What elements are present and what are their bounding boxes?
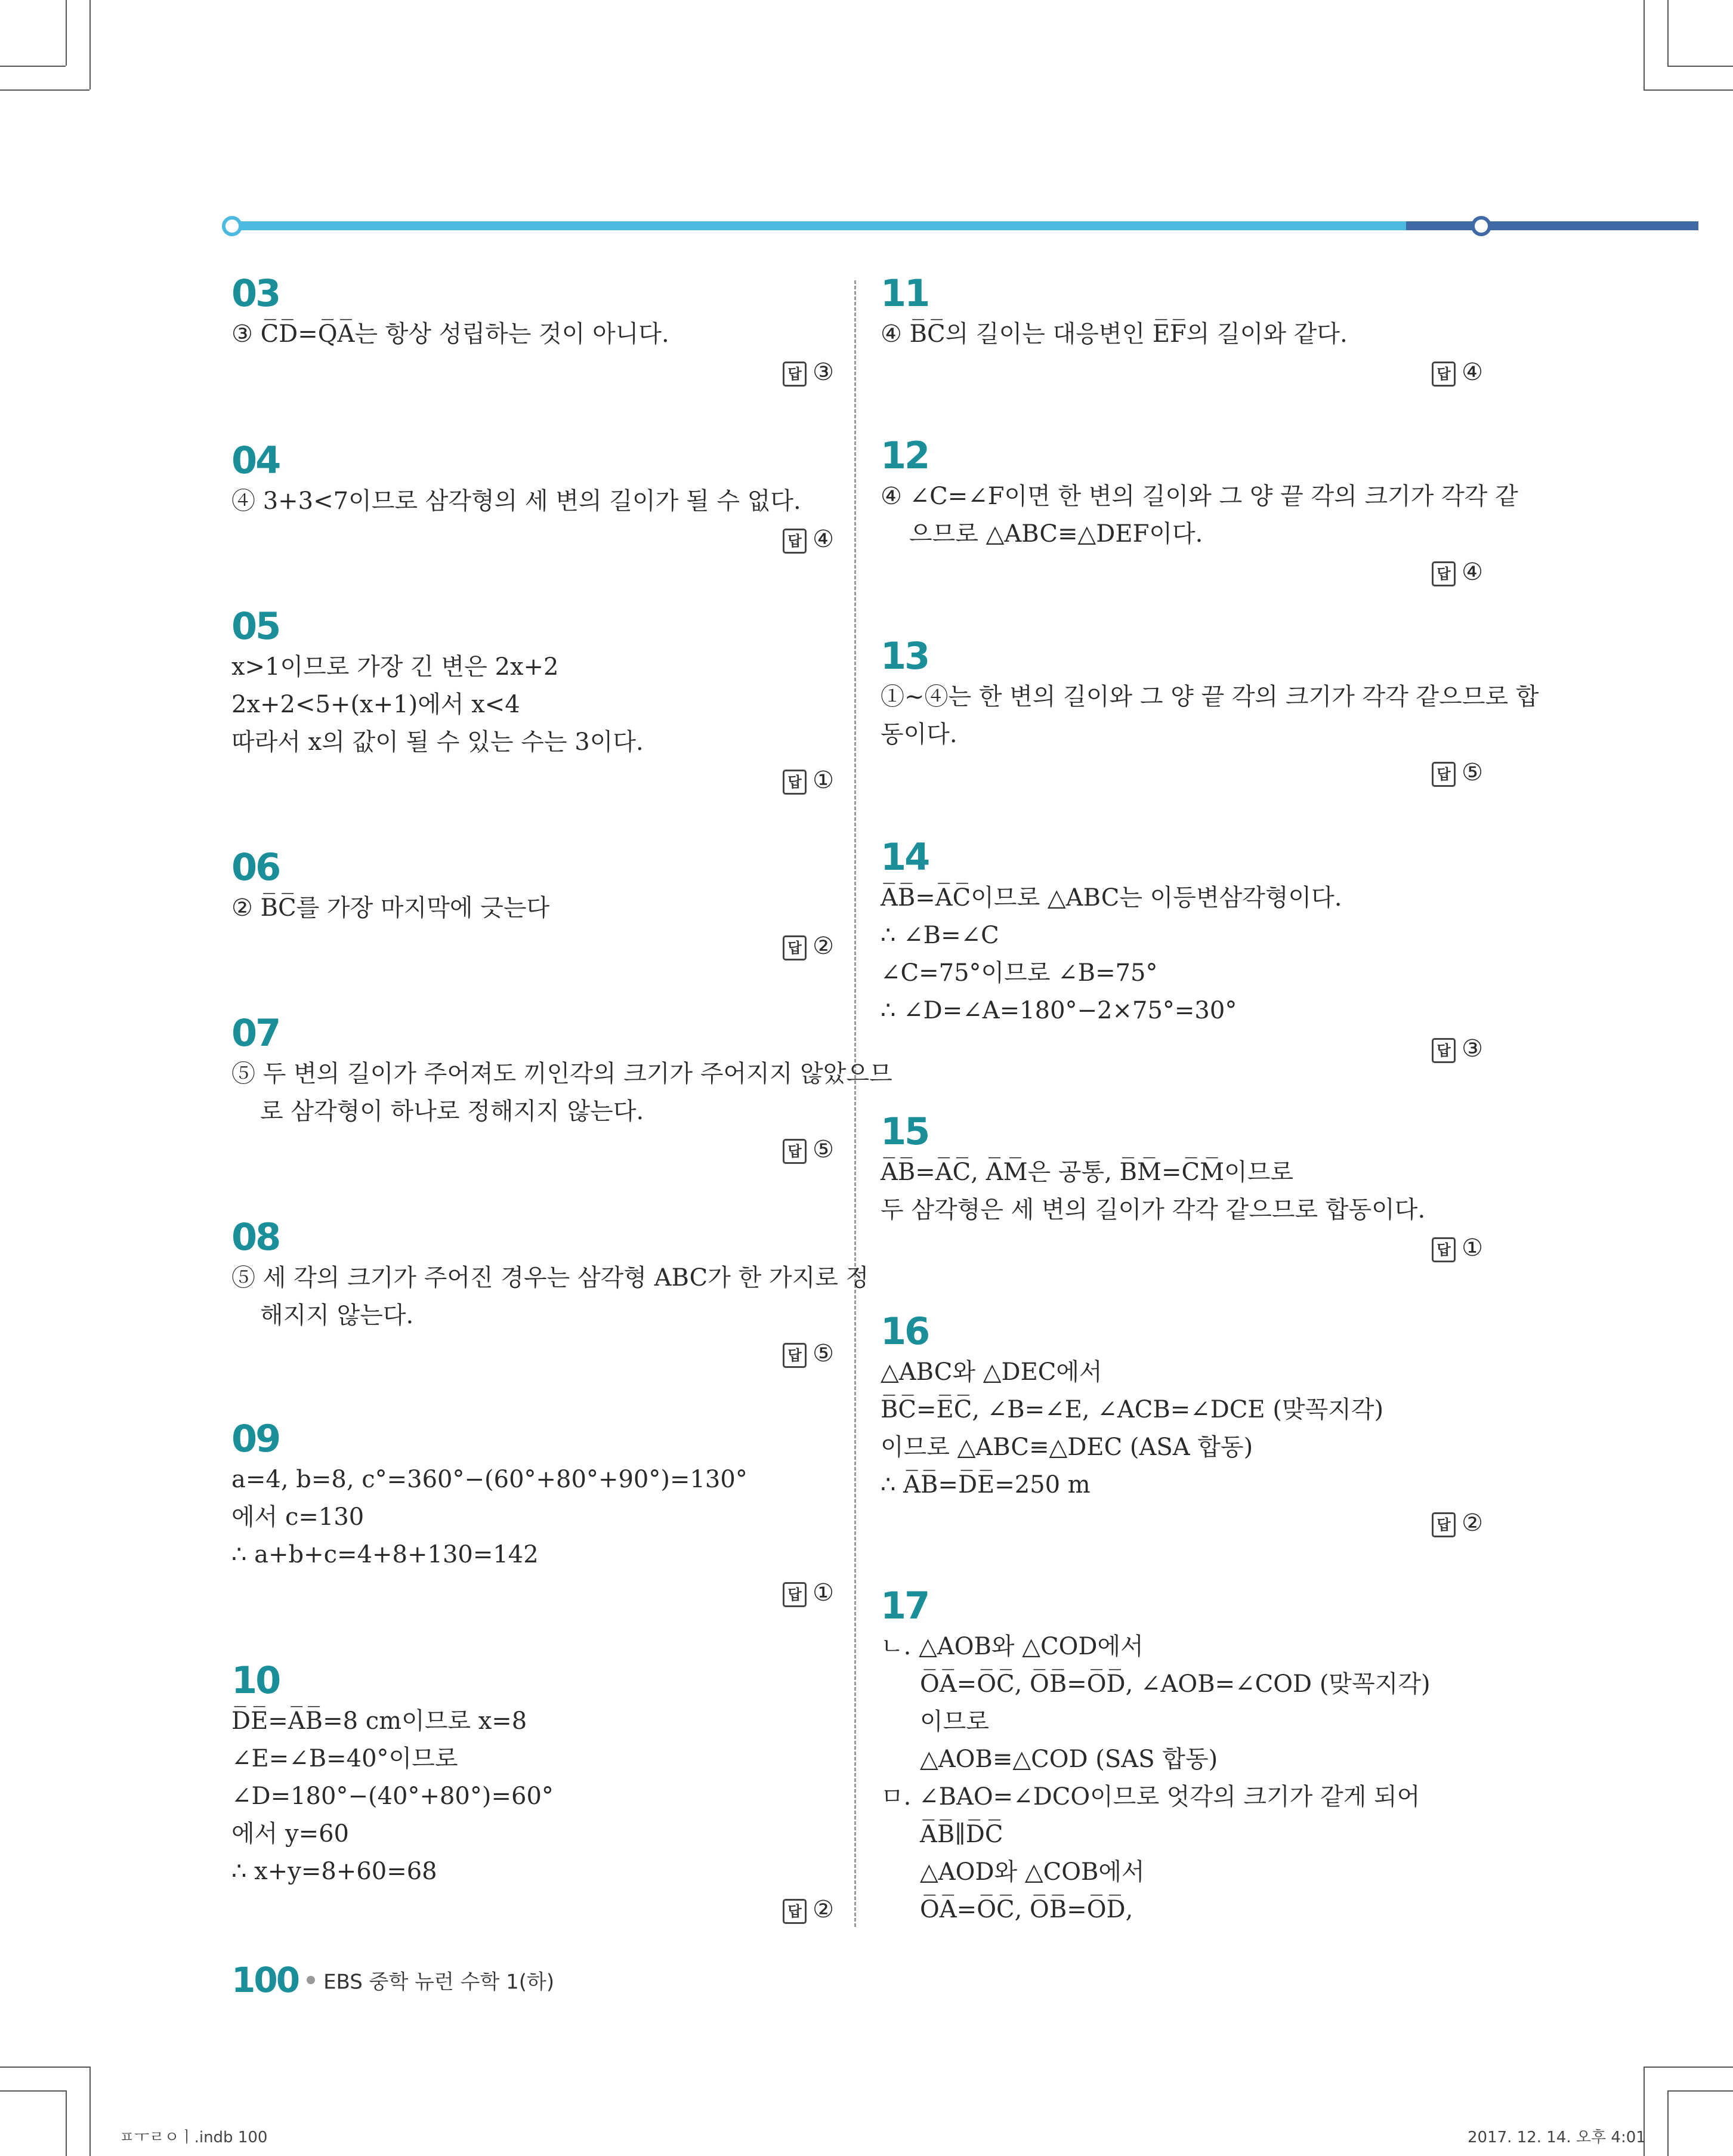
problem-17	[881, 1584, 1483, 1929]
header-bar	[222, 216, 1490, 234]
crop-mark	[1667, 2090, 1669, 2156]
solution-line: 에서 c=130	[231, 1503, 364, 1531]
solution-line: ∴ ∠D=∠A=180°−2×75°=30°	[881, 997, 1237, 1024]
problem-number: 07	[231, 1011, 280, 1055]
solution-line: 해지지 않는다.	[260, 1302, 414, 1329]
problem-14	[881, 835, 1483, 1065]
solution-line: ∴ x+y=8+60=68	[231, 1858, 437, 1885]
problem-09	[231, 1417, 834, 1610]
answer	[881, 356, 1483, 389]
page-footer	[231, 1960, 554, 2001]
solution-line: ㄴ. △AOB와 △COD에서	[881, 1633, 1144, 1660]
header-bar-right-dot	[1471, 216, 1491, 236]
answer-mark: 답	[1432, 1038, 1456, 1063]
problem-number: 05	[231, 604, 280, 648]
answer	[881, 1506, 1483, 1540]
answer	[231, 1337, 834, 1370]
answer-mark: 답	[783, 1139, 807, 1164]
solution-line: 이므로	[920, 1708, 989, 1735]
problem-number: 11	[881, 271, 929, 315]
crop-mark	[1667, 66, 1733, 67]
crop-mark	[89, 0, 91, 89]
solution-line: ∠D=180°−(40°+80°)=60°	[231, 1783, 554, 1810]
answer-mark: 답	[783, 362, 807, 387]
solution-line: O̅A̅=O̅C̅, O̅B̅=O̅D̅,	[920, 1896, 1133, 1923]
solution-line: 이므로 △ABC≡△DEC (ASA 합동)	[881, 1434, 1253, 1461]
crop-mark	[0, 66, 66, 67]
problem-number: 12	[881, 434, 929, 477]
problem-15	[881, 1110, 1483, 1265]
answer	[881, 1032, 1483, 1065]
solution-line: B̅C̅=E̅C̅, ∠B=∠E, ∠ACB=∠DCE (맞꼭지각)	[881, 1396, 1384, 1423]
problem-06	[231, 845, 834, 963]
problem-number: 08	[231, 1215, 280, 1259]
answer	[231, 764, 834, 797]
answer-mark: 답	[783, 1899, 807, 1924]
solution-line: △AOB≡△COD (SAS 합동)	[920, 1746, 1218, 1773]
solution-line: ④ ∠C=∠F이면 한 변의 길이와 그 양 끝 각의 크기가 각각 같	[881, 483, 1518, 510]
solution-line: ④ B̅C̅의 길이는 대응변인 E̅F̅의 길이와 같다.	[881, 320, 1348, 348]
problem-number: 15	[881, 1110, 929, 1153]
solution-line: D̅E̅=A̅B̅=8 cm이므로 x=8	[231, 1707, 527, 1735]
answer-mark: 답	[1432, 1512, 1456, 1537]
answer	[231, 356, 834, 389]
header-bar-left-dot	[222, 216, 242, 236]
problem-16	[881, 1309, 1483, 1540]
solution-line: ∴ a+b+c=4+8+130=142	[231, 1541, 539, 1568]
header-bar-dark	[1406, 221, 1698, 230]
solution-line: A̅B̅=A̅C̅이므로 △ABC는 이등변삼각형이다.	[881, 884, 1342, 912]
solution-line: 두 삼각형은 세 변의 길이가 각각 같으므로 합동이다.	[881, 1196, 1426, 1224]
answer	[231, 1576, 834, 1610]
solution-line: ⑤ 두 변의 길이가 주어져도 끼인각의 크기가 주어지지 않았으므	[231, 1060, 892, 1088]
problem-number: 17	[881, 1584, 929, 1627]
solution-line: x>1이므로 가장 긴 변은 2x+2	[231, 653, 559, 681]
page-number: 100	[231, 1960, 299, 2000]
answer-value: ⑤	[813, 1136, 834, 1163]
problem-08	[231, 1215, 869, 1370]
answer	[881, 555, 1483, 589]
answer-mark: 답	[1432, 1237, 1456, 1262]
crop-mark	[0, 2090, 66, 2092]
answer-value: ④	[1462, 558, 1483, 586]
answer-value: ②	[1462, 1509, 1483, 1537]
solution-line: ③ C̅D̅=Q̅A̅는 항상 성립하는 것이 아니다.	[231, 320, 669, 348]
problem-number: 04	[231, 438, 280, 482]
answer-value: ①	[813, 767, 834, 794]
problem-number: 13	[881, 634, 929, 678]
problem-number: 16	[881, 1309, 929, 1353]
answer-mark: 답	[1432, 561, 1456, 586]
solution-line: A̅B̅=A̅C̅, A̅M̅은 공통, B̅M̅=C̅M̅이므로	[881, 1159, 1293, 1186]
solution-line: △AOD와 △COB에서	[920, 1858, 1145, 1886]
answer-value: ③	[813, 359, 834, 386]
solution-line: ∠C=75°이므로 ∠B=75°	[881, 959, 1158, 987]
solution-line: ∴ A̅B̅=D̅E̅=250 m	[881, 1471, 1091, 1499]
slug-timestamp: 2017. 12. 14. 오후 4:01	[1468, 2129, 1646, 2146]
answer-value: ④	[1462, 359, 1483, 386]
crop-mark	[0, 2067, 89, 2068]
solution-line: a=4, b=8, c°=360°−(60°+80°+90°)=130°	[231, 1466, 747, 1493]
header-bar-light	[229, 221, 1409, 230]
answer-mark: 답	[783, 770, 807, 795]
solution-line: 2x+2<5+(x+1)에서 x<4	[231, 691, 520, 718]
problem-11	[881, 271, 1483, 389]
footer-dot	[307, 1976, 315, 1984]
answer-value: ⑤	[813, 1340, 834, 1367]
solution-line: △ABC와 △DEC에서	[881, 1358, 1102, 1386]
problem-05	[231, 604, 834, 797]
solution-line: 으므로 △ABC≡△DEF이다.	[909, 520, 1203, 548]
solution-line: O̅A̅=O̅C̅, O̅B̅=O̅D̅, ∠AOB=∠COD (맞꼭지각)	[920, 1670, 1431, 1698]
slug-file: ㅍㅜㄹㅇㅣ.indb 100	[119, 2129, 268, 2146]
problem-03	[231, 271, 834, 389]
crop-mark	[89, 2067, 91, 2156]
answer-mark: 답	[1432, 762, 1456, 787]
answer-value: ④	[813, 526, 834, 553]
book-title: EBS 중학 뉴런 수학 1(하)	[323, 1970, 555, 1994]
crop-mark	[66, 2090, 67, 2156]
crop-mark	[0, 89, 89, 91]
solution-line: ⑤ 세 각의 크기가 주어진 경우는 삼각형 ABC가 한 가지로 정	[231, 1264, 869, 1292]
answer	[881, 756, 1483, 789]
problem-10	[231, 1658, 834, 1926]
answer-mark: 답	[783, 935, 807, 960]
answer-mark: 답	[783, 1582, 807, 1607]
crop-mark	[1667, 2090, 1733, 2092]
answer-value: ①	[1462, 1234, 1483, 1262]
problem-13	[881, 634, 1539, 789]
problem-number: 14	[881, 835, 929, 879]
answer	[231, 1133, 834, 1166]
solution-line: 따라서 x의 값이 될 수 있는 수는 3이다.	[231, 728, 644, 756]
solution-line: ①~④는 한 변의 길이와 그 양 끝 각의 크기가 각각 같으므로 합	[881, 683, 1539, 711]
crop-mark	[66, 0, 67, 66]
answer	[231, 1893, 834, 1926]
problem-number: 09	[231, 1417, 280, 1460]
crop-mark	[1644, 89, 1733, 91]
answer-value: ①	[813, 1579, 834, 1607]
solution-line: 동이다.	[881, 721, 957, 748]
answer	[231, 523, 834, 556]
problem-12	[881, 434, 1518, 589]
solution-line: ∴ ∠B=∠C	[881, 922, 999, 949]
problem-number: 03	[231, 271, 280, 315]
solution-line: ④ 3+3<7이므로 삼각형의 세 변의 길이가 될 수 없다.	[231, 487, 801, 515]
problem-07	[231, 1011, 892, 1166]
crop-mark	[1644, 2067, 1733, 2068]
problem-04	[231, 438, 834, 556]
answer-mark: 답	[783, 529, 807, 554]
answer-value: ②	[813, 932, 834, 960]
problem-number: 10	[231, 1658, 280, 1702]
crop-mark	[1667, 0, 1669, 66]
answer	[881, 1231, 1483, 1265]
solution-line: ㅁ. ∠BAO=∠DCO이므로 엇각의 크기가 같게 되어	[881, 1783, 1420, 1811]
solution-line: 에서 y=60	[231, 1820, 350, 1848]
problem-number: 06	[231, 845, 280, 889]
answer-value: ②	[813, 1896, 834, 1923]
answer-value: ③	[1462, 1035, 1483, 1062]
solution-line: A̅B̅∥D̅C̅	[920, 1821, 1003, 1848]
answer-mark: 답	[1432, 362, 1456, 387]
solution-line: ② B̅C̅를 가장 마지막에 긋는다	[231, 894, 550, 922]
answer-mark: 답	[783, 1343, 807, 1368]
crop-mark	[1644, 0, 1645, 89]
solution-line: 로 삼각형이 하나로 정해지지 않는다.	[260, 1098, 644, 1125]
answer-value: ⑤	[1462, 759, 1483, 786]
solution-line: ∠E=∠B=40°이므로	[231, 1745, 458, 1772]
answer	[231, 929, 834, 963]
column-divider	[854, 280, 856, 1927]
